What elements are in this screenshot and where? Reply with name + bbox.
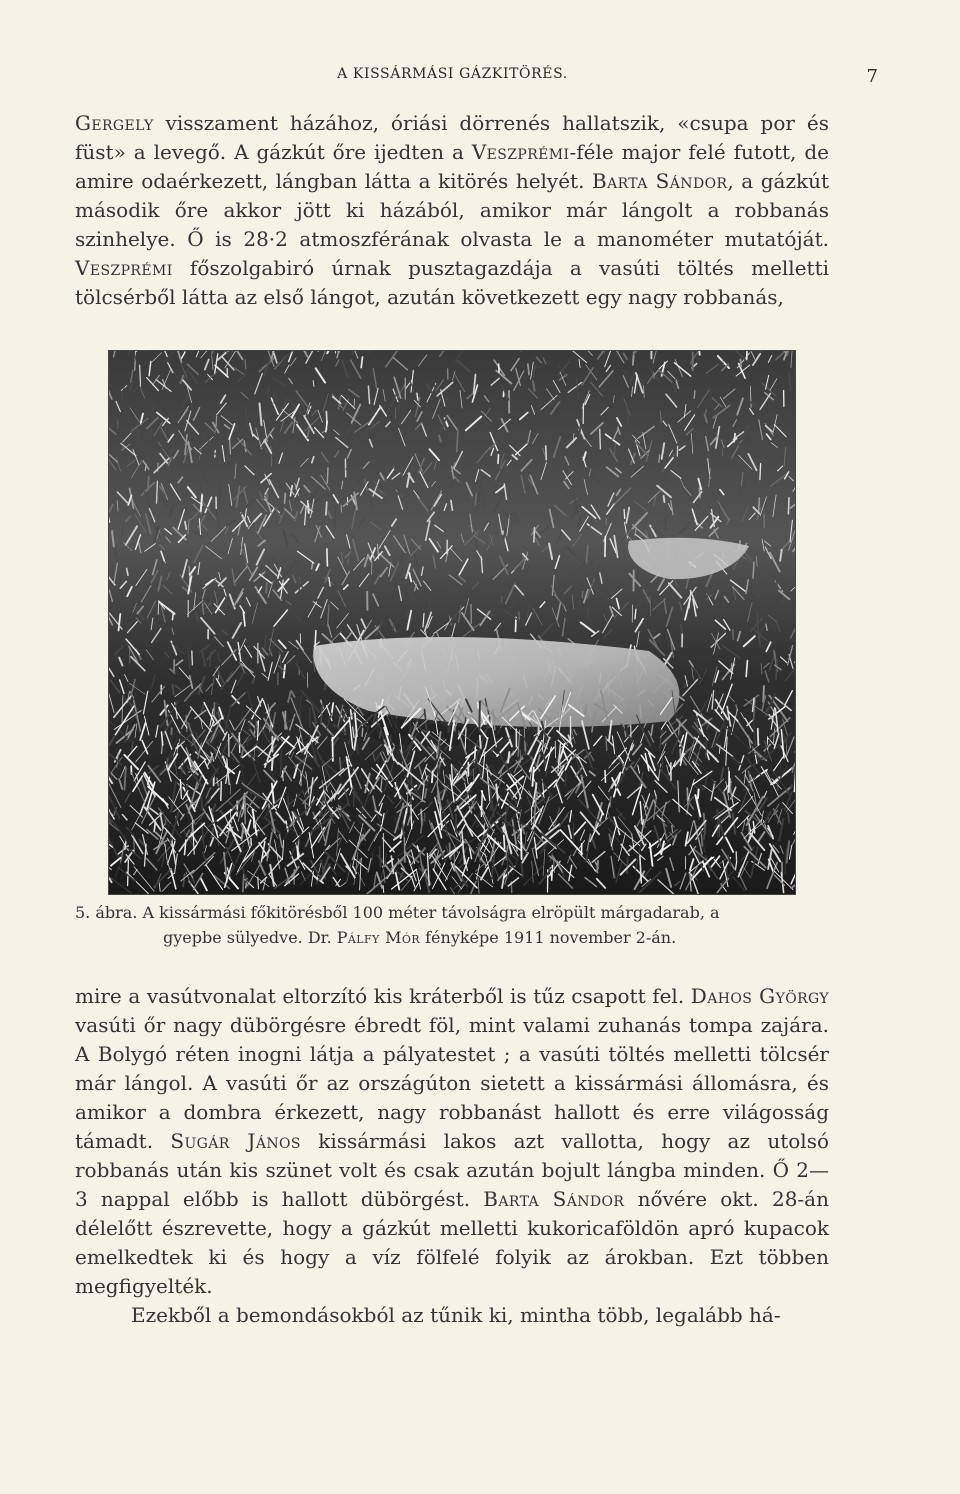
text-run: vasúti őr nagy dübörgésre ébredt föl, mint valami zuhanás tompa zajára. A Bolygó réten inogni látja a pályatestet ; a vasúti töltés melletti tölcsér már lángol. A vasúti őr az országúton sietett a kissármási állomásra, és amikor a dombra érkezett, nagy robbanást hallott és erre világosság támadt. [75, 1013, 829, 1153]
paragraph [75, 982, 829, 1301]
person-name: Barta Sándor [483, 1187, 625, 1211]
text-run: főszolgabiró úrnak pusztagazdája a vasúti töltés melletti tölcsérből látta az első lángot, azután következett egy nagy robbanás, [75, 256, 829, 309]
person-name: Barta Sándor [591, 169, 728, 193]
text-run: mire a vasútvonalat eltorzító kis kráterből is tűz csapott fel. [75, 984, 691, 1008]
running-head [75, 66, 878, 87]
person-name: Veszprémi [75, 256, 173, 280]
text-run: visszament házához, óriási dörrenés hallatszik, «csupa por és füst» a levegő. A gázkút őre ijedten a [75, 111, 829, 164]
running-title: A KISSÁRMÁSI GÁZKITÖRÉS. [337, 66, 568, 82]
body-text-top [75, 109, 829, 312]
text-run: kissármási lakos azt vallotta, hogy az utolsó robbanás után kis szünet volt és csak azután bojult lángba minden. Ő 2—3 nappal előbb is hallott dübörgést. [75, 1129, 830, 1211]
caption-line-2 [75, 925, 829, 950]
paragraph [75, 109, 829, 312]
page-number: 7 [866, 66, 878, 87]
caption-text: gyepbe sülyedve. Dr. [163, 928, 337, 947]
person-name: Sugár János [170, 1129, 301, 1153]
text-run: -féle major felé futott, de amire odaérkezett, lángban látta a kitörés helyét. [75, 140, 829, 193]
caption-line-1: 5. ábra. A kissármási főkitörésből 100 méter távolságra elröpült márgadarab, a [75, 903, 720, 922]
caption-photographer-name: Pálfy Mór [336, 928, 421, 947]
person-name: Dahos György [690, 984, 830, 1008]
person-name: Veszprémi [471, 140, 570, 164]
paragraph [75, 1301, 829, 1330]
figure-caption [75, 900, 829, 950]
text-run: nővére okt. 28-án délelőtt észrevette, hogy a gázkút melletti kukoricaföldön apró kupacok emelkedtek ki és hogy a víz fölfelé folyik az árokban. Ezt többen megfigyelték. [75, 1187, 829, 1298]
grassland-photo-icon [109, 351, 795, 894]
text-run: Ezekből a bemondásokból az tűnik ki, mintha több, legalább há- [131, 1303, 781, 1327]
text-run: , a gázkút második őre akkor jött ki házából, amikor már lángolt a robbanás szinhelye. Ő is 28·2 atmoszférának olvasta le a manométer mutatóját. [75, 169, 830, 251]
figure-photograph [108, 350, 796, 895]
body-text-bottom [75, 982, 829, 1330]
person-name: Gergely [75, 111, 154, 135]
caption-text-end: fényképe 1911 november 2-án. [420, 928, 677, 947]
